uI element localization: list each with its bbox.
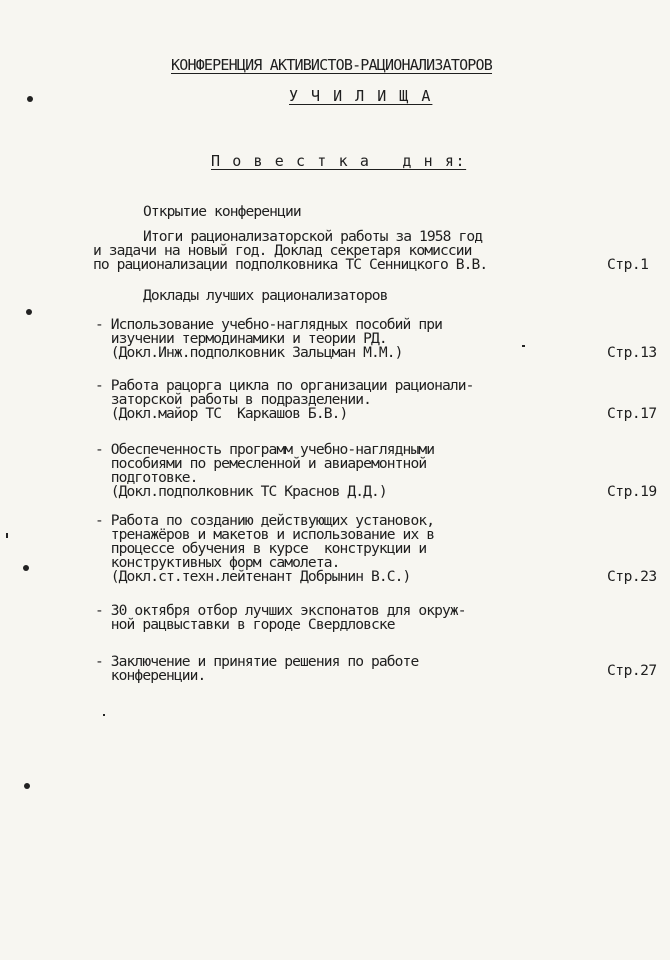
- report-line: по рационализации подполковника ТС Сенницкого В.В.: [93, 256, 488, 273]
- scan-speck: [522, 345, 525, 347]
- item-line: процессе обучения в курсе конструкции и: [95, 540, 427, 557]
- punch-mark: [27, 96, 33, 102]
- report-line: и задачи на новый год. Доклад секретаря комиссии: [93, 242, 472, 259]
- page-number: Стр.1: [607, 256, 649, 273]
- item-line: пособиями по ремесленной и авиаремонтной: [95, 455, 427, 472]
- item-line: - Работа рацорга цикла по организации рационали-: [95, 377, 474, 394]
- scan-speck: [103, 714, 105, 716]
- item-line: (Докл.подполковник ТС Краснов Д.Д.): [95, 483, 387, 500]
- page-number: Стр.27: [607, 662, 657, 679]
- item-line: (Докл.майор ТС Каркашов Б.В.): [95, 405, 348, 422]
- item-line: - Обеспеченность программ учебно-наглядными: [95, 441, 435, 458]
- item-line: заторской работы в подразделении.: [95, 391, 372, 408]
- punch-mark: [26, 309, 32, 315]
- punch-mark: [23, 565, 29, 571]
- page-number: Стр.23: [607, 568, 657, 585]
- item-line: конструктивных форм самолета.: [95, 554, 340, 571]
- item-line: подготовке.: [95, 469, 198, 486]
- item-line: ной рацвыставки в городе Свердловске: [95, 616, 395, 633]
- item-line: изучении термодинамики и теории РД.: [95, 330, 387, 347]
- item-line: - Использование учебно-наглядных пособий при: [95, 316, 442, 333]
- title-line-1: КОНФЕРЕНЦИЯ АКТИВИСТОВ-РАЦИОНАЛИЗАТОРОВ: [171, 56, 493, 74]
- agenda-heading: П о в е с т к а д н я:: [211, 152, 467, 170]
- title-line-2: У Ч И Л И Щ А: [289, 87, 433, 105]
- report-line: Итоги рационализаторской работы за 1958 год: [143, 228, 483, 245]
- item-line: - Работа по созданию действующих установок,: [95, 512, 435, 529]
- scan-speck: [6, 533, 8, 538]
- item-line: тренажёров и макетов и использование их в: [95, 526, 435, 543]
- opening-line: Открытие конференции: [143, 203, 301, 220]
- item-line: - 30 октября отбор лучших экспонатов для окруж-: [95, 602, 466, 619]
- item-line: конференции.: [95, 667, 206, 684]
- page-number: Стр.17: [607, 405, 657, 422]
- item-line: (Докл.Инж.подполковник Зальцман М.М.): [95, 344, 403, 361]
- page-number: Стр.13: [607, 344, 657, 361]
- page-number: Стр.19: [607, 483, 657, 500]
- item-line: (Докл.ст.техн.лейтенант Добрынин В.С.): [95, 568, 411, 585]
- item-line: - Заключение и принятие решения по работе: [95, 653, 419, 670]
- best-reports-heading: Доклады лучших рационализаторов: [143, 287, 388, 304]
- punch-mark: [24, 783, 30, 789]
